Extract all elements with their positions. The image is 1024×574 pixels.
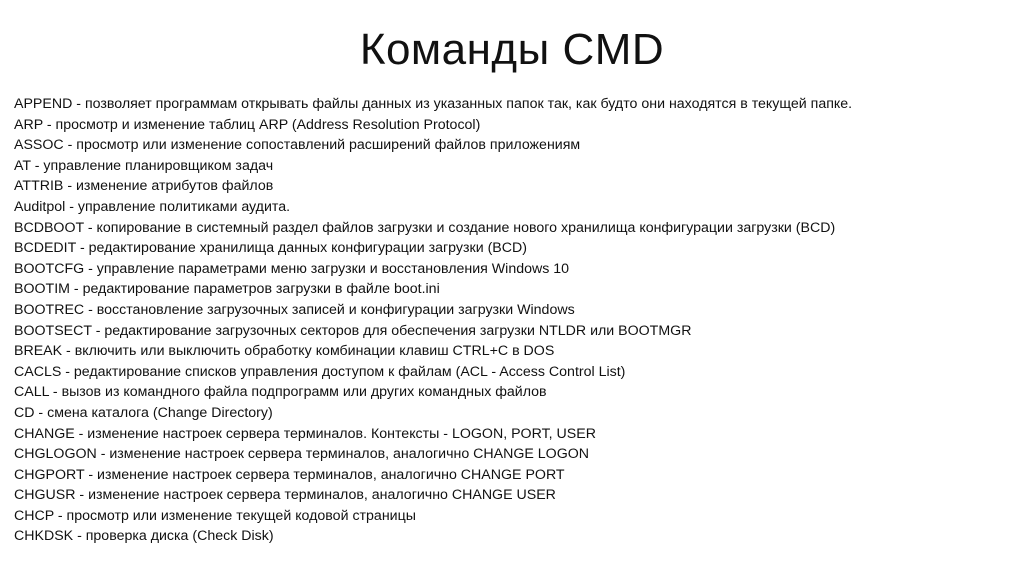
command-list [14,94,1014,547]
command-line: ASSOC - просмотр или изменение сопоставлений расширений файлов приложениям [14,137,581,154]
command-line: CHGUSR - изменение настроек сервера терминалов, аналогично CHANGE USER [14,487,556,504]
command-line: CHKDSK - проверка диска (Check Disk) [14,528,274,545]
command-line: BOOTCFG - управление параметрами меню загрузки и восстановления Windows 10 [14,260,570,277]
command-line: CD - смена каталога (Change Directory) [14,404,273,421]
command-line: CHGPORT - изменение настроек сервера терминалов, аналогично CHANGE PORT [14,466,565,483]
command-line: ARP - просмотр и изменение таблиц ARP (Address Resolution Protocol) [14,116,481,133]
command-line: BCDEDIT - редактирование хранилища данных конфигурации загрузки (BCD) [14,240,527,257]
command-line: BOOTSECT - редактирование загрузочных секторов для обеспечения загрузки NTLDR или BOOTMGR [14,322,692,339]
slide-title: Команды CMD [359,25,665,74]
command-line: CALL - вызов из командного файла подпрограмм или других командных файлов [14,384,547,401]
command-line: BREAK - включить или выключить обработку комбинации клавиш CTRL+C в DOS [14,343,555,360]
command-line: ATTRIB - изменение атрибутов файлов [14,178,274,195]
command-line: CHGLOGON - изменение настроек сервера терминалов, аналогично CHANGE LOGON [14,446,590,463]
command-line: BOOTREC - восстановление загрузочных записей и конфигурации загрузки Windows [14,301,575,318]
command-line: APPEND - позволяет программам открывать файлы данных из указанных папок так, как будто они находятся в текущей папке. [14,96,853,112]
command-line: CACLS - редактирование списков управления доступом к файлам (ACL - Access Control List) [14,363,626,380]
command-line: BOOTIM - редактирование параметров загрузки в файле boot.ini [14,281,440,298]
command-line: BCDBOOT - копирование в системный раздел файлов загрузки и создание нового хранилища конфигурации загрузки (BCD) [14,219,836,236]
command-line: AT - управление планировщиком задач [14,157,274,174]
command-line: Auditpol - управление политиками аудита. [14,198,291,215]
command-line: CHCP - просмотр или изменение текущей кодовой страницы [14,507,416,524]
command-line: CHANGE - изменение настроек сервера терминалов. Контексты - LOGON, PORT, USER [14,425,596,442]
